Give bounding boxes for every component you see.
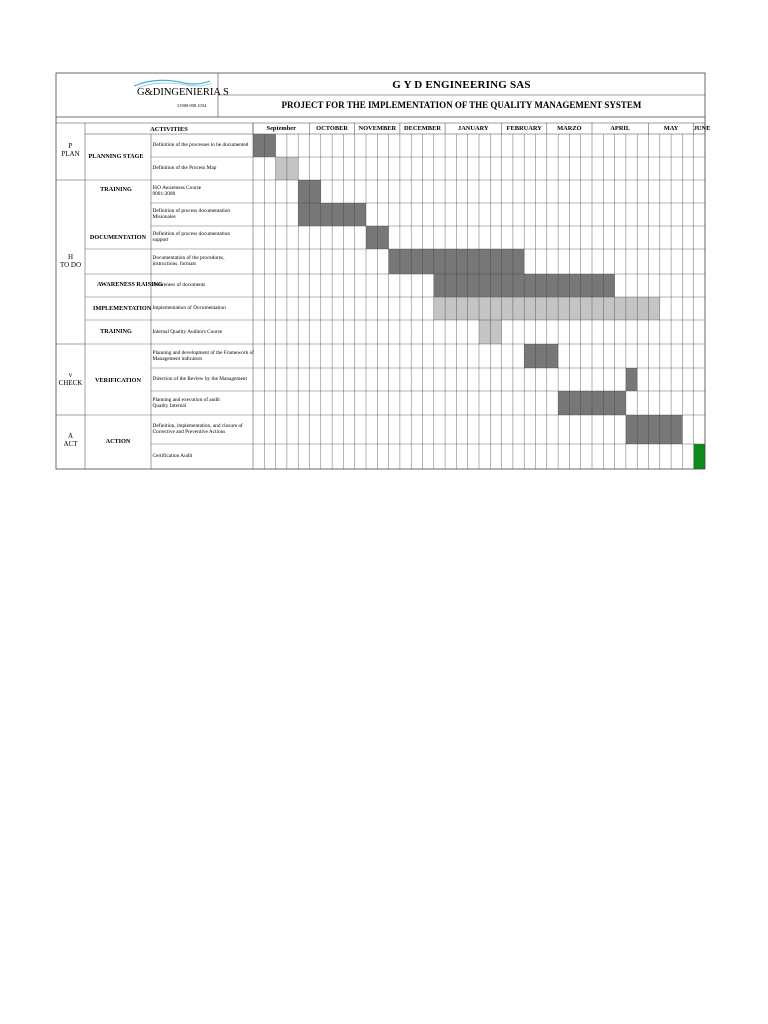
month-header: NOVEMBER — [358, 125, 397, 132]
stage-verification: VERIFICATION — [95, 377, 141, 384]
stage-training-2: TRAINING — [100, 328, 132, 335]
phase-do-letter: H — [67, 253, 74, 261]
phase-check-name: CHECK — [58, 379, 83, 388]
phase-do — [56, 253, 85, 269]
logo-sub: 31900.908.1034 — [177, 103, 207, 108]
month-header: MARZO — [557, 125, 582, 132]
stage-planning: PLANNING STAGE — [88, 153, 144, 160]
stage-documentation: DOCUMENTATION — [89, 234, 147, 241]
activity-label: Documentation of the procedures, instructions, formats — [152, 255, 225, 268]
activity-label: Direction of the Review by the Management — [152, 376, 247, 383]
phase-plan — [56, 142, 85, 158]
activity-label: Definition of process documentation support — [152, 231, 231, 244]
activity-label: Planning and development of the Framework of Management indicators — [152, 349, 254, 362]
activity-label: Awareness of documents — [152, 282, 206, 289]
phase-check — [56, 371, 85, 387]
month-header: MAY — [663, 125, 679, 132]
activity-label: Definition of process documentation Misionales — [152, 208, 231, 221]
phase-act-name: ACT — [63, 440, 78, 449]
activity-label: Definition of the Process Map — [152, 165, 217, 172]
project-title: PROJECT FOR THE IMPLEMENTATION OF THE QUALITY MANAGEMENT SYSTEM — [281, 100, 642, 110]
activity-label: Planning and execution of audit Quality Internal — [152, 396, 220, 409]
stage-training: TRAINING — [100, 186, 132, 193]
activity-label: Definition, implementation, and closure of Corrective and Preventive Actions — [152, 423, 243, 436]
month-header: September — [266, 125, 296, 132]
phase-check-letter: v — [68, 371, 73, 379]
phase-act-letter: A — [67, 432, 74, 440]
phase-do-name: TO DO — [59, 261, 82, 270]
month-header: JUNE — [693, 125, 711, 132]
activity-label: Internal Quality Auditors Course — [152, 328, 223, 335]
month-header: FEBRUARY — [506, 125, 542, 132]
stage-implementation: IMPLEMENTATION — [93, 305, 152, 312]
stage-awareness: AWARENESS RAISING — [97, 281, 163, 288]
month-header: DECEMBER — [404, 125, 441, 132]
company-name: G Y D ENGINEERING SAS — [392, 79, 531, 91]
month-header: JANUARY — [458, 125, 489, 132]
phase-plan-letter: P — [68, 142, 73, 150]
phase-plan-name: PLAN — [61, 150, 80, 159]
phase-act — [56, 432, 85, 448]
company-logo — [122, 78, 229, 114]
activity-label: Definition of the processes to be documented — [152, 142, 249, 149]
month-header: APRIL — [610, 125, 631, 132]
activity-label: ISO Awareness Course 9001:2008 — [152, 185, 202, 198]
activity-label: Certification Audit — [152, 453, 193, 460]
month-header: OCTOBER — [316, 125, 349, 132]
activity-label: Implementation of Documentation — [152, 305, 226, 312]
logo-name: G&DINGENIERIA S — [137, 87, 229, 98]
stage-action: ACTION — [105, 438, 131, 445]
activities-header: ACTIVITIES — [150, 126, 188, 133]
